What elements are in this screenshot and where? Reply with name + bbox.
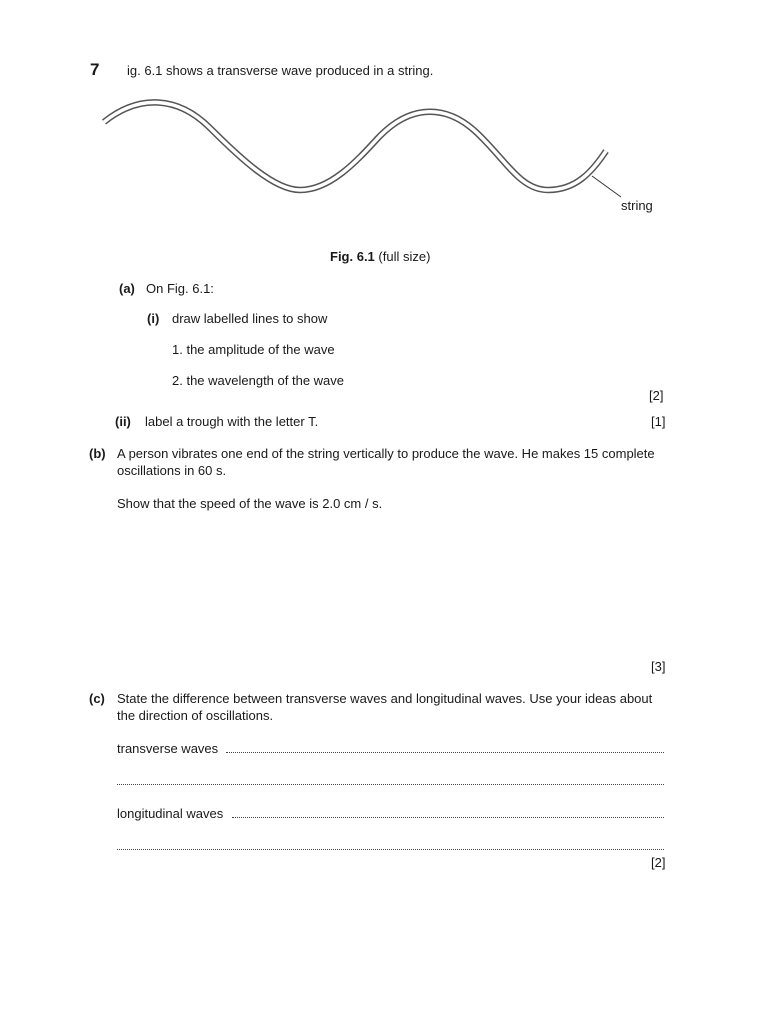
string-wave-outline bbox=[104, 102, 606, 190]
part-a-text: On Fig. 6.1: bbox=[146, 281, 214, 296]
transverse-answer-line-2[interactable] bbox=[117, 784, 664, 785]
wave-figure bbox=[0, 0, 768, 240]
part-c-line-2: the direction of oscillations. bbox=[117, 708, 274, 723]
figure-caption-number: Fig. 6.1 bbox=[330, 249, 375, 264]
part-a-i-marks: [2] bbox=[649, 388, 664, 403]
part-a-i-text: draw labelled lines to show bbox=[172, 311, 328, 326]
transverse-answer-line-1[interactable] bbox=[226, 752, 664, 753]
part-b-working-space[interactable] bbox=[117, 520, 667, 650]
part-c-marks: [2] bbox=[651, 855, 666, 870]
part-a-i-item-amplitude: 1. the amplitude of the wave bbox=[172, 342, 335, 357]
part-b-label: (b) bbox=[89, 446, 106, 461]
part-a-label: (a) bbox=[119, 281, 135, 296]
part-b-marks: [3] bbox=[651, 659, 666, 674]
longitudinal-waves-label: longitudinal waves bbox=[117, 806, 224, 821]
part-c-line-1: State the difference between transverse waves and longitudinal waves. Use your ideas about bbox=[117, 691, 653, 706]
part-a-ii-marks: [1] bbox=[651, 414, 666, 429]
string-wave-inner bbox=[104, 102, 606, 190]
question-intro: ig. 6.1 shows a transverse wave produced in a string. bbox=[127, 63, 434, 78]
part-b-instruction: Show that the speed of the wave is 2.0 cm / s. bbox=[117, 496, 383, 511]
part-a-i-label: (i) bbox=[147, 311, 160, 326]
part-a-i-item-wavelength: 2. the wavelength of the wave bbox=[172, 373, 345, 388]
part-b-line-2: oscillations in 60 s. bbox=[117, 463, 227, 478]
transverse-waves-label: transverse waves bbox=[117, 741, 219, 756]
part-c-label: (c) bbox=[89, 691, 105, 706]
part-b-line-1: A person vibrates one end of the string vertically to produce the wave. He makes 15 complete bbox=[117, 446, 655, 461]
string-label-leader bbox=[592, 176, 621, 197]
part-a-ii-label: (ii) bbox=[115, 414, 131, 429]
longitudinal-answer-line-1[interactable] bbox=[232, 817, 664, 818]
question-number: 7 bbox=[90, 60, 100, 79]
figure-caption bbox=[330, 249, 430, 264]
longitudinal-answer-line-2[interactable] bbox=[117, 849, 664, 850]
figure-caption-note: (full size) bbox=[378, 249, 431, 264]
part-a-ii-text: label a trough with the letter T. bbox=[145, 414, 319, 429]
string-label: string bbox=[621, 198, 653, 213]
